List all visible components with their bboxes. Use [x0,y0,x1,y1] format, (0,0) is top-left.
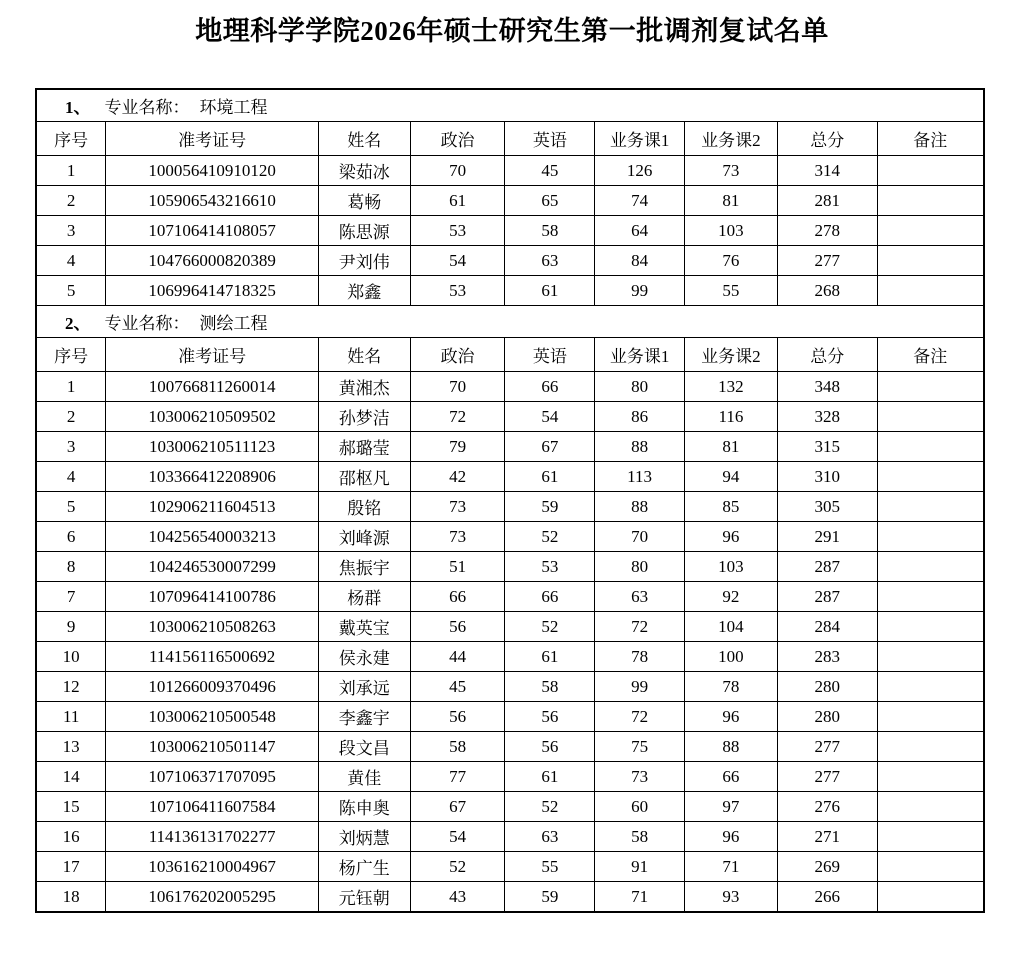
cell-ticket-number: 103006210509502 [106,402,319,432]
cell-remark [877,432,984,462]
cell-politics-score: 66 [410,582,505,612]
cell-name: 郑鑫 [318,276,410,306]
cell-english-score: 52 [505,522,595,552]
cell-course2-score: 73 [685,156,778,186]
cell-name: 刘峰源 [318,522,410,552]
cell-course1-score: 72 [595,702,685,732]
cell-seq-number: 11 [36,702,106,732]
cell-course2-score: 55 [685,276,778,306]
cell-english-score: 61 [505,276,595,306]
cell-name: 黄佳 [318,762,410,792]
cell-total-score: 281 [777,186,877,216]
cell-course1-score: 72 [595,612,685,642]
cell-english-score: 53 [505,552,595,582]
cell-course1-score: 113 [595,462,685,492]
cell-total-score: 280 [777,672,877,702]
cell-politics-score: 61 [410,186,505,216]
cell-course1-score: 99 [595,672,685,702]
table-row [36,762,984,792]
cell-total-score: 271 [777,822,877,852]
cell-ticket-number: 103616210004967 [106,852,319,882]
cell-course2-score: 76 [685,246,778,276]
cell-course1-score: 64 [595,216,685,246]
cell-course1-score: 73 [595,762,685,792]
cell-total-score: 284 [777,612,877,642]
cell-remark [877,822,984,852]
cell-seq-number: 4 [36,246,106,276]
cell-name: 戴英宝 [318,612,410,642]
cell-course2-score: 96 [685,522,778,552]
cell-seq-number: 2 [36,186,106,216]
cell-english-score: 59 [505,882,595,913]
cell-ticket-number: 103006210511123 [106,432,319,462]
column-header: 姓名 [318,122,410,156]
cell-seq-number: 9 [36,612,106,642]
cell-course1-score: 63 [595,582,685,612]
cell-course2-score: 104 [685,612,778,642]
cell-english-score: 63 [505,822,595,852]
cell-course1-score: 80 [595,372,685,402]
cell-course1-score: 88 [595,492,685,522]
cell-politics-score: 70 [410,156,505,186]
cell-english-score: 67 [505,432,595,462]
table-row [36,672,984,702]
cell-name: 刘承远 [318,672,410,702]
cell-seq-number: 8 [36,552,106,582]
column-header: 准考证号 [106,338,319,372]
cell-remark [877,216,984,246]
column-header: 姓名 [318,338,410,372]
table-row [36,186,984,216]
cell-name: 刘炳慧 [318,822,410,852]
cell-course2-score: 97 [685,792,778,822]
cell-remark [877,492,984,522]
table-row [36,432,984,462]
cell-english-score: 54 [505,402,595,432]
cell-english-score: 52 [505,612,595,642]
cell-course2-score: 116 [685,402,778,432]
cell-total-score: 266 [777,882,877,913]
cell-politics-score: 70 [410,372,505,402]
cell-course2-score: 93 [685,882,778,913]
cell-politics-score: 73 [410,492,505,522]
cell-total-score: 277 [777,246,877,276]
table-row [36,552,984,582]
cell-course2-score: 78 [685,672,778,702]
table-row [36,216,984,246]
column-header: 业务课2 [685,122,778,156]
cell-ticket-number: 103006210508263 [106,612,319,642]
cell-total-score: 310 [777,462,877,492]
cell-ticket-number: 114156116500692 [106,642,319,672]
cell-total-score: 276 [777,792,877,822]
cell-remark [877,732,984,762]
table-row [36,702,984,732]
cell-remark [877,882,984,913]
cell-seq-number: 5 [36,276,106,306]
column-header: 备注 [877,338,984,372]
cell-english-score: 52 [505,792,595,822]
cell-total-score: 278 [777,216,877,246]
table-row [36,372,984,402]
cell-politics-score: 45 [410,672,505,702]
cell-remark [877,552,984,582]
table-row [36,246,984,276]
cell-ticket-number: 104246530007299 [106,552,319,582]
cell-name: 侯永建 [318,642,410,672]
cell-seq-number: 12 [36,672,106,702]
section-title-row [36,89,984,122]
cell-english-score: 56 [505,732,595,762]
cell-english-score: 58 [505,216,595,246]
roster-table-body [36,89,984,912]
table-row [36,882,984,913]
cell-total-score: 283 [777,642,877,672]
column-header-row [36,338,984,372]
cell-course1-score: 74 [595,186,685,216]
column-header: 业务课1 [595,338,685,372]
cell-politics-score: 56 [410,612,505,642]
roster-table [35,88,985,913]
cell-ticket-number: 103006210500548 [106,702,319,732]
cell-name: 葛畅 [318,186,410,216]
cell-ticket-number: 106996414718325 [106,276,319,306]
column-header: 备注 [877,122,984,156]
cell-ticket-number: 104766000820389 [106,246,319,276]
cell-remark [877,276,984,306]
cell-name: 段文昌 [318,732,410,762]
cell-course2-score: 92 [685,582,778,612]
cell-total-score: 314 [777,156,877,186]
cell-seq-number: 13 [36,732,106,762]
cell-course1-score: 126 [595,156,685,186]
cell-total-score: 268 [777,276,877,306]
cell-total-score: 305 [777,492,877,522]
column-header: 序号 [36,338,106,372]
cell-politics-score: 52 [410,852,505,882]
cell-remark [877,156,984,186]
cell-remark [877,672,984,702]
cell-politics-score: 58 [410,732,505,762]
cell-course1-score: 75 [595,732,685,762]
column-header: 总分 [777,122,877,156]
cell-ticket-number: 114136131702277 [106,822,319,852]
cell-politics-score: 42 [410,462,505,492]
section-index: 2、 [65,314,91,333]
cell-remark [877,612,984,642]
cell-seq-number: 10 [36,642,106,672]
cell-ticket-number: 105906543216610 [106,186,319,216]
cell-english-score: 56 [505,702,595,732]
cell-total-score: 287 [777,582,877,612]
cell-seq-number: 3 [36,216,106,246]
cell-total-score: 287 [777,552,877,582]
cell-politics-score: 67 [410,792,505,822]
cell-course2-score: 85 [685,492,778,522]
table-row [36,732,984,762]
cell-name: 尹刘伟 [318,246,410,276]
cell-ticket-number: 100766811260014 [106,372,319,402]
cell-politics-score: 77 [410,762,505,792]
cell-course2-score: 103 [685,216,778,246]
cell-name: 陈思源 [318,216,410,246]
cell-course1-score: 58 [595,822,685,852]
cell-remark [877,702,984,732]
table-row [36,276,984,306]
table-row [36,582,984,612]
cell-course2-score: 66 [685,762,778,792]
cell-ticket-number: 102906211604513 [106,492,319,522]
section-title-cell [36,89,984,122]
cell-remark [877,792,984,822]
cell-politics-score: 51 [410,552,505,582]
cell-politics-score: 54 [410,246,505,276]
cell-politics-score: 43 [410,882,505,913]
cell-ticket-number: 104256540003213 [106,522,319,552]
cell-english-score: 65 [505,186,595,216]
cell-seq-number: 3 [36,432,106,462]
cell-ticket-number: 107106414108057 [106,216,319,246]
cell-seq-number: 2 [36,402,106,432]
cell-course1-score: 86 [595,402,685,432]
cell-course1-score: 84 [595,246,685,276]
table-row [36,612,984,642]
cell-politics-score: 53 [410,276,505,306]
cell-english-score: 58 [505,672,595,702]
cell-remark [877,246,984,276]
cell-politics-score: 79 [410,432,505,462]
cell-remark [877,852,984,882]
cell-seq-number: 15 [36,792,106,822]
cell-course1-score: 99 [595,276,685,306]
cell-course1-score: 78 [595,642,685,672]
table-row [36,792,984,822]
table-row [36,462,984,492]
cell-name: 黄湘杰 [318,372,410,402]
cell-english-score: 66 [505,372,595,402]
column-header: 政治 [410,338,505,372]
cell-remark [877,582,984,612]
cell-name: 元钰朝 [318,882,410,913]
cell-seq-number: 16 [36,822,106,852]
cell-english-score: 61 [505,462,595,492]
cell-seq-number: 7 [36,582,106,612]
cell-course2-score: 132 [685,372,778,402]
column-header: 英语 [505,122,595,156]
cell-ticket-number: 101266009370496 [106,672,319,702]
cell-english-score: 63 [505,246,595,276]
table-row [36,402,984,432]
cell-name: 李鑫宇 [318,702,410,732]
cell-english-score: 61 [505,762,595,792]
cell-seq-number: 1 [36,372,106,402]
table-row [36,156,984,186]
cell-course2-score: 100 [685,642,778,672]
cell-course2-score: 81 [685,432,778,462]
cell-english-score: 45 [505,156,595,186]
column-header: 政治 [410,122,505,156]
cell-remark [877,186,984,216]
cell-ticket-number: 103006210501147 [106,732,319,762]
cell-total-score: 277 [777,732,877,762]
cell-ticket-number: 107096414100786 [106,582,319,612]
cell-ticket-number: 106176202005295 [106,882,319,913]
cell-seq-number: 4 [36,462,106,492]
cell-remark [877,522,984,552]
section-index: 1、 [65,98,91,117]
cell-english-score: 66 [505,582,595,612]
cell-politics-score: 44 [410,642,505,672]
cell-total-score: 328 [777,402,877,432]
cell-name: 邵枢凡 [318,462,410,492]
cell-name: 杨广生 [318,852,410,882]
cell-ticket-number: 103366412208906 [106,462,319,492]
cell-course1-score: 91 [595,852,685,882]
section-title-row [36,306,984,338]
table-row [36,492,984,522]
section-category-label: 专业名称： [104,314,190,333]
section-category-label: 专业名称： [104,98,190,117]
cell-course2-score: 103 [685,552,778,582]
column-header: 总分 [777,338,877,372]
cell-total-score: 315 [777,432,877,462]
cell-name: 郝璐莹 [318,432,410,462]
cell-name: 杨群 [318,582,410,612]
cell-name: 焦振宇 [318,552,410,582]
cell-course2-score: 96 [685,822,778,852]
cell-course1-score: 70 [595,522,685,552]
cell-ticket-number: 107106371707095 [106,762,319,792]
table-row [36,642,984,672]
section-major-name: 环境工程 [199,98,268,117]
roster-table-container [35,88,985,913]
cell-course1-score: 80 [595,552,685,582]
table-row [36,822,984,852]
page-title: 地理科学学院2026年硕士研究生第一批调剂复试名单 [195,16,829,46]
cell-course2-score: 94 [685,462,778,492]
cell-politics-score: 53 [410,216,505,246]
column-header-row [36,122,984,156]
cell-english-score: 61 [505,642,595,672]
cell-total-score: 269 [777,852,877,882]
cell-remark [877,402,984,432]
cell-total-score: 277 [777,762,877,792]
column-header: 业务课2 [685,338,778,372]
cell-remark [877,462,984,492]
cell-total-score: 291 [777,522,877,552]
cell-course2-score: 88 [685,732,778,762]
cell-name: 陈申奥 [318,792,410,822]
cell-ticket-number: 107106411607584 [106,792,319,822]
cell-politics-score: 73 [410,522,505,552]
cell-seq-number: 6 [36,522,106,552]
cell-course1-score: 88 [595,432,685,462]
cell-course2-score: 71 [685,852,778,882]
section-major-name: 测绘工程 [199,314,268,333]
table-row [36,522,984,552]
cell-name: 殷铭 [318,492,410,522]
column-header: 准考证号 [106,122,319,156]
cell-name: 孙梦洁 [318,402,410,432]
cell-english-score: 55 [505,852,595,882]
cell-seq-number: 5 [36,492,106,522]
cell-course2-score: 96 [685,702,778,732]
column-header: 英语 [505,338,595,372]
cell-name: 梁茹冰 [318,156,410,186]
cell-course1-score: 60 [595,792,685,822]
cell-total-score: 348 [777,372,877,402]
cell-remark [877,762,984,792]
cell-total-score: 280 [777,702,877,732]
cell-english-score: 59 [505,492,595,522]
cell-politics-score: 56 [410,702,505,732]
cell-seq-number: 14 [36,762,106,792]
cell-seq-number: 17 [36,852,106,882]
column-header: 业务课1 [595,122,685,156]
table-row [36,852,984,882]
cell-seq-number: 1 [36,156,106,186]
cell-seq-number: 18 [36,882,106,913]
cell-course1-score: 71 [595,882,685,913]
cell-politics-score: 72 [410,402,505,432]
cell-remark [877,642,984,672]
cell-ticket-number: 100056410910120 [106,156,319,186]
cell-remark [877,372,984,402]
cell-politics-score: 54 [410,822,505,852]
section-title-cell [36,306,984,338]
column-header: 序号 [36,122,106,156]
cell-course2-score: 81 [685,186,778,216]
